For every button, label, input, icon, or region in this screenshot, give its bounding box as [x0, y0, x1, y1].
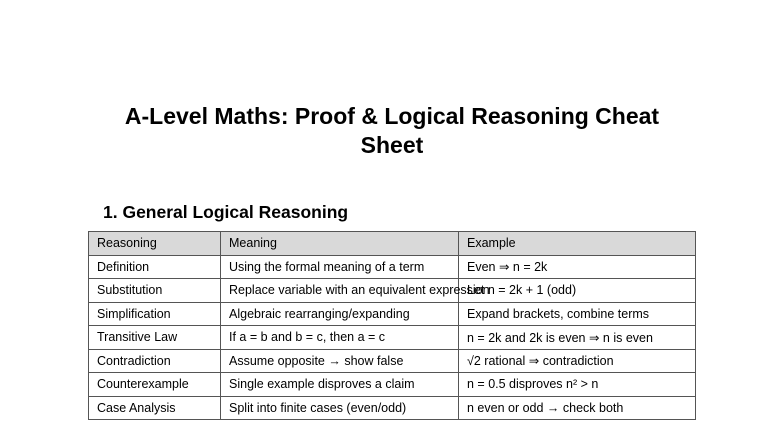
table-cell-reasoning: Case Analysis — [89, 396, 221, 420]
document-title: A-Level Maths: Proof & Logical Reasoning Cheat Sheet — [124, 103, 660, 158]
table-cell-meaning: If a = b and b = c, then a = c — [221, 326, 459, 350]
column-header-meaning: Meaning — [221, 232, 459, 256]
table-row — [89, 373, 696, 397]
table-cell-reasoning: Contradiction — [89, 349, 221, 373]
table-cell-meaning: Split into finite cases (even/odd) — [221, 396, 459, 420]
reasoning-table — [88, 231, 696, 420]
table-cell-reasoning: Substitution — [89, 279, 221, 303]
table-cell-example: √2 rational ⇒ contradiction — [459, 349, 696, 373]
table-row — [89, 349, 696, 373]
table-cell-reasoning: Definition — [89, 255, 221, 279]
table-row — [89, 279, 696, 303]
table-cell-example: n = 0.5 disproves n² > n — [459, 373, 696, 397]
table-header-row — [89, 232, 696, 256]
table-cell-reasoning: Counterexample — [89, 373, 221, 397]
table-cell-meaning: Using the formal meaning of a term — [221, 255, 459, 279]
table-row — [89, 302, 696, 326]
table-cell-example: Even ⇒ n = 2k — [459, 255, 696, 279]
table-cell-meaning: Single example disproves a claim — [221, 373, 459, 397]
table-cell-example: Expand brackets, combine terms — [459, 302, 696, 326]
table-cell-example: n = 2k and 2k is even ⇒ n is even — [459, 326, 696, 350]
table-cell-meaning: Algebraic rearranging/expanding — [221, 302, 459, 326]
table-cell-meaning: Assume opposite → show false — [221, 349, 459, 373]
table-cell-reasoning: Transitive Law — [89, 326, 221, 350]
column-header-example: Example — [459, 232, 696, 256]
table-cell-example: Let n = 2k + 1 (odd) — [459, 279, 696, 303]
table-cell-meaning: Replace variable with an equivalent expression — [221, 279, 459, 303]
column-header-reasoning: Reasoning — [89, 232, 221, 256]
table-row — [89, 396, 696, 420]
table-cell-reasoning: Simplification — [89, 302, 221, 326]
table-row — [89, 326, 696, 350]
table-cell-example: n even or odd → check both — [459, 396, 696, 420]
section-heading: 1. General Logical Reasoning — [103, 202, 349, 222]
table-row — [89, 255, 696, 279]
